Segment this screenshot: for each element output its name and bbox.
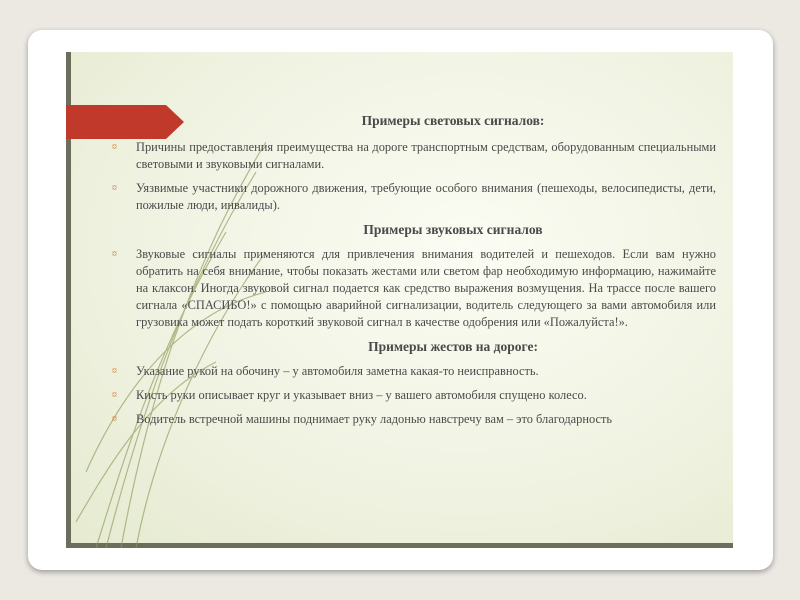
list-item-text: Звуковые сигналы применяются для привлечения внимания водителей и пешеходов. Если вам нужно обратить на себя внимание, чтобы показать жестами или светом фар необходимую информацию, нажимайте на клаксон. Иногда звуковой сигнал подается как средство выражения возмущения. На трассе после вашего сигнала «СПАСИБО!» с помощью аварийной сигнализации, водитель следующего за вами автомобиля или грузовика может подать короткий звуковой сигнал в качестве одобрения или «Пожалуйста!». — [136, 247, 716, 329]
heading-sound-signals: Примеры звуковых сигналов — [363, 222, 543, 237]
bullet-icon: ¤ — [112, 366, 117, 377]
list-item-text: Водитель встречной машины поднимает руку ладонью навстречу вам – это благодарность — [136, 412, 613, 426]
list-item — [110, 363, 716, 380]
bullet-icon: ¤ — [112, 414, 117, 425]
list-item-text: Причины предоставления преимущества на дороге транспортным средствам, оборудованным специальными световыми и звуковыми сигналами. — [136, 140, 716, 171]
list-item — [110, 411, 716, 428]
list-item — [110, 139, 716, 173]
bullet-icon: ¤ — [112, 249, 117, 260]
slide — [66, 52, 733, 548]
list-item — [110, 387, 716, 404]
list-item — [110, 246, 716, 331]
list-item-text: Указание рукой на обочину – у автомобиля заметна какая-то неисправность. — [136, 364, 539, 378]
heading-light-signals: Примеры световых сигналов: — [361, 113, 545, 128]
list-item-text: Уязвимые участники дорожного движения, требующие особого внимания (пешеходы, велосипедисты, дети, пожилые люди, инвалиды). — [136, 181, 716, 212]
bullet-icon: ¤ — [112, 142, 117, 153]
bullet-icon: ¤ — [112, 390, 117, 401]
slide-content — [110, 112, 716, 435]
heading-road-gestures: Примеры жестов на дороге: — [368, 339, 538, 354]
list-item — [110, 180, 716, 214]
list-item-text: Кисть руки описывает круг и указывает вниз – у вашего автомобиля спущено колесо. — [136, 388, 587, 402]
bullet-icon: ¤ — [112, 183, 117, 194]
